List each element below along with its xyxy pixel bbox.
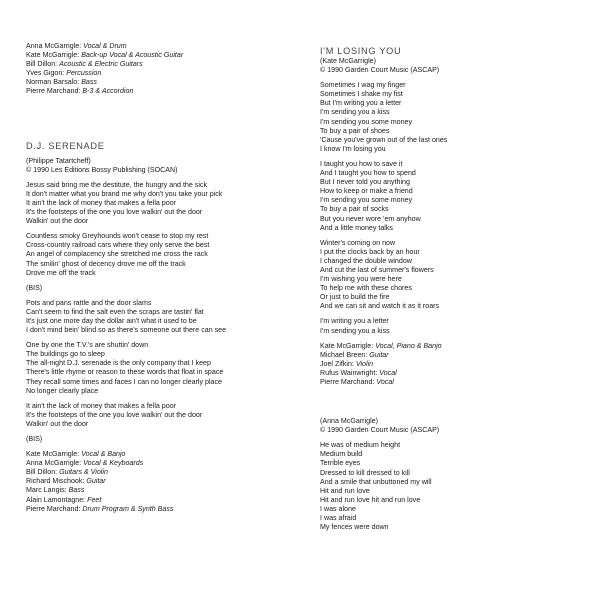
lyric-line: My fences were down	[320, 523, 389, 532]
dj-verse-4	[26, 341, 298, 396]
lyric-line: I changed the double window	[320, 256, 412, 265]
credit-role: Drum Program & Synth Bass	[82, 504, 174, 513]
lyric-line: The buildings go to sleep	[26, 350, 105, 359]
dj-verse-5	[26, 402, 298, 429]
dj-writer: (Philippe Tatartcheff)	[26, 156, 91, 165]
lyric-line: And a little money talks	[320, 223, 393, 232]
credit-role: Acoustic & Electric Guitars	[59, 60, 143, 69]
credit-role: Guitar	[369, 350, 389, 359]
lyric-line: To help me with these chores	[320, 284, 412, 293]
left-column	[26, 0, 298, 514]
credit-name: Pierre Marchand:	[26, 87, 83, 96]
losing-credits	[320, 342, 590, 387]
lyric-line: But you never wore 'em anyhow	[320, 214, 421, 223]
credit-name: Michael Breen:	[320, 350, 370, 359]
dj-verse-3	[26, 299, 298, 335]
credit-line	[26, 496, 298, 505]
credit-line	[26, 42, 298, 51]
credit-name: Pierre Marchand:	[320, 378, 377, 386]
lyric-line: Drove me off the track	[26, 268, 96, 277]
lyric-line: Hit and run love hit and run love	[320, 495, 421, 504]
lyric-line: Hit and run love	[320, 486, 370, 495]
lyric-line: But I never told you anything	[320, 178, 410, 187]
third-publisher: © 1990 Garden Court Music (ASCAP)	[320, 426, 440, 435]
credit-name: Kate McGarrigle:	[320, 341, 376, 350]
lyric-line: I'm sending you a kiss	[320, 108, 390, 117]
lyric-line: Medium build	[320, 450, 363, 459]
credit-name: Richard Mischook:	[26, 477, 87, 486]
lyric-line: To buy a pair of socks	[320, 205, 389, 214]
third-verse-1	[320, 441, 590, 532]
losing-verse-2	[320, 160, 590, 233]
credit-line	[26, 69, 298, 78]
credit-line	[26, 477, 298, 486]
lyric-line: I'm sending you a kiss	[320, 326, 390, 335]
dj-bis-1: (BIS)	[26, 283, 43, 292]
lyric-line: Pots and pans rattle and the door slams	[26, 298, 152, 307]
lyric-line: And cut the last of summer's flowers	[320, 265, 434, 274]
credit-line	[26, 78, 298, 87]
lyric-line: I'm wishing you were here	[320, 275, 402, 284]
credit-role: Guitar	[86, 477, 106, 486]
credit-line	[320, 342, 590, 351]
credit-role: Guitars & Violin	[59, 468, 108, 477]
credit-role: Vocal & Drum	[83, 42, 127, 50]
lyric-line: The smilin' ghost of decency drove me off the track	[26, 259, 186, 268]
credit-role: Feet	[87, 495, 102, 504]
credit-role: Bass	[81, 78, 97, 87]
lyric-line: There's little rhyme or reason to these words that float in space	[26, 368, 224, 377]
lyric-line: It's the footsteps of the one you love walkin' out the door	[26, 410, 203, 419]
credit-role: B-3 & Accordion	[82, 87, 134, 96]
credit-name: Norman Barsalo:	[26, 78, 82, 87]
lyric-line: Or just to build the fire	[320, 293, 390, 302]
lyric-line: And we can sit and watch it as it roars	[320, 302, 440, 311]
lyric-line: One by one the T.V.'s are shuttin' down	[26, 341, 149, 350]
lyric-line: And I taught you how to spend	[320, 169, 416, 178]
lyric-line: I'm sending you some money	[320, 196, 413, 205]
lyric-line: How to keep or make a friend	[320, 187, 413, 196]
credit-line	[26, 459, 298, 468]
losing-writer: (Kate McGarrigle)	[320, 57, 376, 65]
lyric-line: I know I'm losing you	[320, 144, 386, 153]
lyric-line: It ain't the lack of money that makes a fella poor	[26, 198, 177, 207]
credit-name: Rufus Wainwright:	[320, 368, 380, 377]
credit-name: Marc Langis:	[26, 486, 69, 495]
credit-name: Anna McGarrigle:	[26, 42, 84, 50]
lyric-line: It don't matter what you brand me why don't you take your pick	[26, 189, 223, 198]
credit-role: Vocal & Banjo	[81, 450, 126, 459]
lyric-line: But I'm writing you a letter	[320, 99, 402, 108]
credit-name: Bill Dillon:	[26, 60, 60, 69]
dj-publisher: © 1990 Les Editions Bossy Publishing (SOCAN)	[26, 165, 178, 174]
lyric-line: Winter's coming on now	[320, 238, 396, 247]
lyric-line: It's just one more day the dollar ain't what it used to be	[26, 316, 197, 325]
song-title-dj-serenade: D.J. SERENADE	[26, 140, 105, 151]
third-writer: (Anna McGarrigle)	[320, 417, 378, 426]
lyric-line: I don't mind bein' blind so as there's someone out there can see	[26, 326, 227, 335]
credit-role: Percussion	[66, 69, 102, 78]
top-credits	[26, 42, 298, 97]
lyric-line: I'm sending you some money	[320, 117, 413, 126]
lyric-line: Countless smoky Greyhounds won't cease to stop my rest	[26, 232, 209, 241]
lyric-line: Walkin' out the door	[26, 419, 89, 428]
lyric-line: It's the footsteps of the one you love walkin' out the door	[26, 208, 203, 217]
song-title-im-losing-you: I'M LOSING YOU	[320, 46, 402, 56]
credit-line	[26, 450, 298, 459]
lyric-line: I was afraid	[320, 514, 357, 523]
credit-role: Vocal, Piano & Banjo	[375, 341, 442, 350]
losing-publisher: © 1990 Garden Court Music (ASCAP)	[320, 66, 440, 75]
credit-line	[320, 378, 590, 387]
credit-role: Bass	[68, 486, 85, 495]
lyric-line: Cross-country railroad cars where they only serve the best	[26, 241, 210, 250]
credit-role: Vocal & Keyboards	[83, 459, 144, 468]
lyric-line: An angel of complacency she stretched me cross the rack	[26, 250, 208, 259]
credit-name: Kate McGarrigle:	[26, 51, 82, 60]
lyric-line: To buy a pair of shoes	[320, 126, 390, 135]
losing-verse-1	[320, 81, 590, 154]
credit-role: Vocal	[376, 378, 394, 386]
credit-name: Anna McGarrigle:	[26, 459, 84, 468]
credit-line	[26, 486, 298, 495]
lyric-line: Sometimes I shake my fist	[320, 90, 403, 99]
credit-name: Kate McGarrigle:	[26, 450, 82, 459]
credit-line	[26, 60, 298, 69]
lyric-line: I was alone	[320, 504, 356, 513]
lyric-line: He was of medium height	[320, 441, 401, 450]
credit-line	[320, 360, 590, 369]
lyric-line: 'Cause you've grown out of the last ones	[320, 135, 448, 144]
right-column	[320, 0, 590, 532]
credit-name: Joel Zifkin:	[320, 359, 356, 368]
losing-verse-4	[320, 317, 590, 335]
dj-credits	[26, 450, 298, 514]
lyric-line: Walkin' out the door	[26, 217, 89, 226]
lyric-line: I'm writing you a letter	[320, 317, 389, 326]
lyric-line: Jesus said bring me the destitute, the hungry and the sick	[26, 180, 207, 189]
credit-line	[320, 351, 590, 360]
lyric-line: Can't seem to find the salt even the scraps are tastin' flat	[26, 307, 204, 316]
credit-name: Yves Gigon:	[26, 69, 67, 78]
credit-name: Pierre Marchand:	[26, 504, 83, 513]
lyric-line: Dressed to kill dressed to kill	[320, 468, 410, 477]
credit-role: Violin	[355, 359, 374, 368]
lyric-line: Sometimes I wag my finger	[320, 81, 406, 90]
credit-line	[26, 468, 298, 477]
credit-name: Bill Dillon:	[26, 468, 60, 477]
credit-line	[320, 369, 590, 378]
credit-role: Back-up Vocal & Acoustic Guitar	[81, 51, 184, 60]
credit-line	[26, 51, 298, 60]
lyric-line: The all-night D.J. serenade is the only company that I keep	[26, 359, 211, 368]
lyric-line: They recall some times and faces I can no longer clearly place	[26, 377, 222, 386]
lyric-line: And a smile that unbuttoned my will	[320, 477, 432, 486]
credit-name: Alain Lamontagne:	[26, 495, 88, 504]
dj-verse-1	[26, 181, 298, 226]
credit-line	[26, 505, 298, 514]
lyric-line: I taught you how to save it	[320, 159, 403, 168]
lyric-line: I put the clocks back by an hour	[320, 247, 420, 256]
lyric-line: It ain't the lack of money that makes a fella poor	[26, 401, 177, 410]
credit-line	[26, 87, 298, 96]
losing-verse-3	[320, 239, 590, 312]
credit-role: Vocal	[379, 368, 397, 377]
dj-bis-2: (BIS)	[26, 435, 43, 443]
lyric-line: Terrible eyes	[320, 459, 361, 468]
lyric-line: No longer clearly place	[26, 386, 99, 395]
dj-verse-2	[26, 232, 298, 277]
